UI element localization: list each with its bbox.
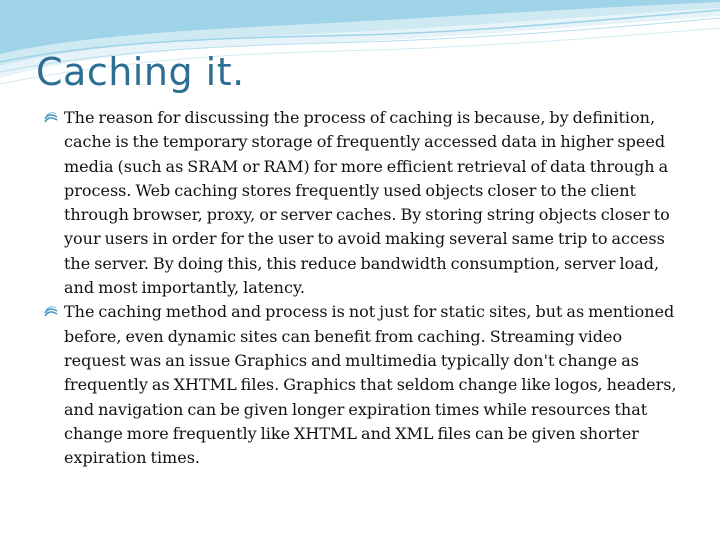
wave-bullet-icon: [44, 305, 58, 319]
bullet-item: [44, 106, 684, 300]
bullet-text: The reason for discussing the process of caching is because, by definition, cache is the temporary storage of frequently accessed data in higher speed media (such as SRAM or RAM) for more efficient retrieval of data through a process. Web caching stores frequently used objects closer to the client through browser, proxy, or server caches. By storing string objects closer to your users in order for the user to avoid making several same trip to access the server. By doing this, this reduce bandwidth consumption, server load, and most importantly, latency.: [64, 108, 670, 298]
bullet-list: [44, 106, 684, 470]
wave-bullet-icon: [44, 111, 58, 125]
bullet-text: The caching method and process is not just for static sites, but as mentioned before, even dynamic sites can benefit from caching. Streaming video request was an issue Graphics and multimedia typically don't change as frequently as XHTML files. Graphics that seldom change like logos, headers, and navigation can be given longer expiration times while resources that change more frequently like XHTML and XML files can be given shorter expiration times.: [64, 302, 677, 468]
bullet-item: [44, 300, 684, 470]
slide-title: Caching it.: [36, 50, 245, 94]
